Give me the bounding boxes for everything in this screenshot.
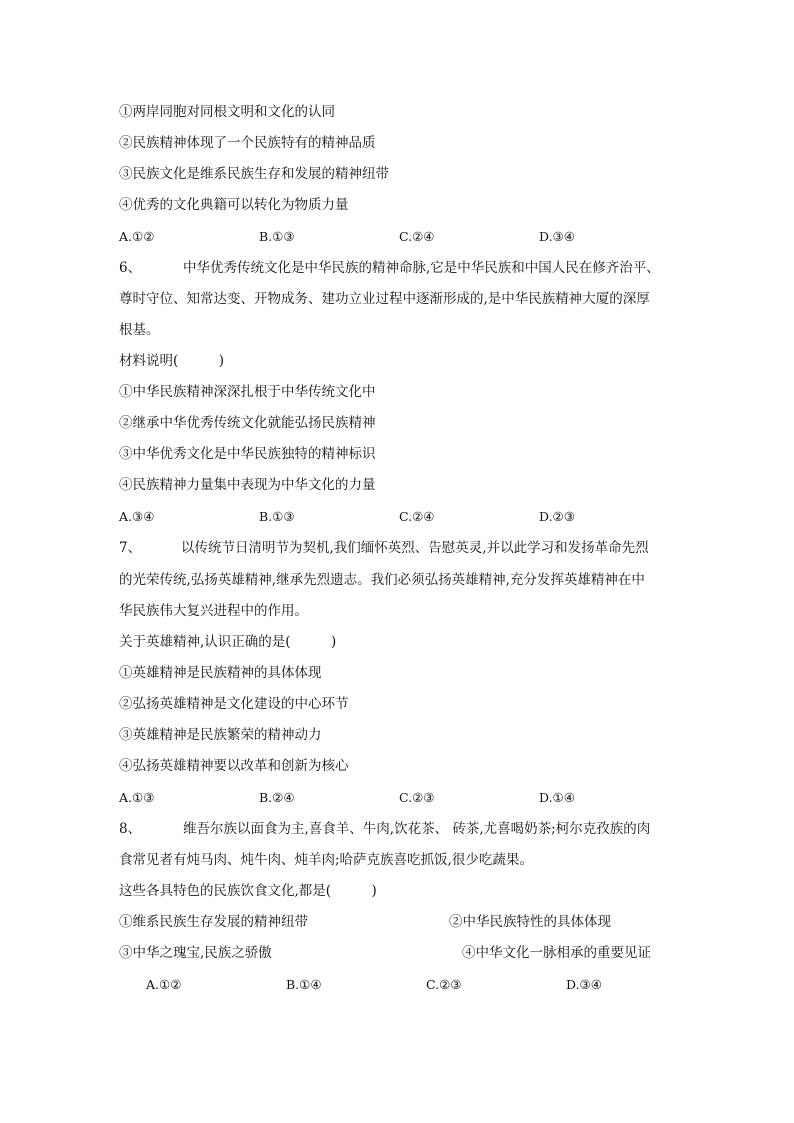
choice-statement: ②中华民族特性的具体体现 <box>449 914 611 930</box>
question-stem: 这些各具特色的民族饮食文化,都是( ) <box>119 883 377 899</box>
question-text: 华民族伟大复兴进程中的作用。 <box>119 603 308 619</box>
option-a: A.①② <box>146 977 182 992</box>
choice-statement: ②继承中华优秀传统文化就能弘扬民族精神 <box>119 415 376 431</box>
choice-statement: ④优秀的文化典籍可以转化为物质力量 <box>119 197 349 213</box>
choice-statement: ③中华优秀文化是中华民族独特的精神标识 <box>119 446 376 462</box>
question-stem: 材料说明( ) <box>119 353 225 369</box>
choice-statement: ②弘扬英雄精神是文化建设的中心环节 <box>119 696 349 712</box>
question-number: 8、 <box>119 821 142 837</box>
option-d: D.③④ <box>539 229 575 244</box>
option-a: A.①③ <box>119 790 155 805</box>
choice-statement: ①维系民族生存发展的精神纽带 <box>119 914 308 930</box>
option-c: C.②③ <box>399 790 435 805</box>
question-stem: 关于英雄精神,认识正确的是( ) <box>119 634 337 650</box>
option-c: C.②④ <box>399 229 435 244</box>
option-b: B.①③ <box>259 509 295 524</box>
option-d: D.①④ <box>539 790 575 805</box>
option-a: A.③④ <box>119 509 155 524</box>
choice-statement: ①两岸同胞对同根文明和文化的认同 <box>119 104 335 120</box>
question-text: 的光荣传统,弘扬英雄精神,继承先烈遗志。我们必须弘扬英雄精神,充分发挥英雄精神在中 <box>119 572 645 588</box>
choice-statement: ①中华民族精神深深扎根于中华传统文化中 <box>119 384 376 400</box>
choice-statement: ④弘扬英雄精神要以改革和创新为核心 <box>119 758 349 774</box>
question-number: 6、 <box>119 260 142 276</box>
choice-statement: ③英雄精神是民族繁荣的精神动力 <box>119 727 322 743</box>
option-b: B.②④ <box>259 790 295 805</box>
question-number: 7、 <box>119 540 142 556</box>
choice-statement: ③中华之瑰宝,民族之骄傲 <box>119 945 272 961</box>
question-text: 尊时守位、知常达变、开物成务、建功立业过程中逐渐形成的,是中华民族精神大厦的深厚 <box>119 291 650 307</box>
choice-statement: ③民族文化是维系民族生存和发展的精神纽带 <box>119 166 389 182</box>
option-b: B.①④ <box>286 977 322 992</box>
choice-statement: ④中华文化一脉相承的重要见证 <box>462 945 651 961</box>
question-text: 食常见者有炖马肉、炖牛肉、炖羊肉;哈萨克族喜吃抓饭,很少吃蔬果。 <box>119 852 533 868</box>
option-c: C.②④ <box>399 509 435 524</box>
question-text: 根基。 <box>119 322 160 338</box>
choice-statement: ④民族精神力量集中表现为中华文化的力量 <box>119 477 376 493</box>
option-b: B.①③ <box>259 229 295 244</box>
option-a: A.①② <box>119 229 155 244</box>
choice-statement: ②民族精神体现了一个民族特有的精神品质 <box>119 135 376 151</box>
option-c: C.②③ <box>426 977 462 992</box>
choice-statement: ①英雄精神是民族精神的具体体现 <box>119 665 322 681</box>
question-text: 中华优秀传统文化是中华民族的精神命脉,它是中华民族和中国人民在修齐治平、 <box>183 260 660 276</box>
question-text: 维吾尔族以面食为主,喜食羊、牛肉,饮花茶、 砖茶,尤喜喝奶茶;柯尔克孜族的肉 <box>183 821 651 837</box>
question-text: 以传统节日清明节为契机,我们缅怀英烈、告慰英灵,并以此学习和发扬革命先烈 <box>181 540 649 556</box>
option-d: D.②③ <box>539 509 575 524</box>
option-d: D.③④ <box>566 977 602 992</box>
